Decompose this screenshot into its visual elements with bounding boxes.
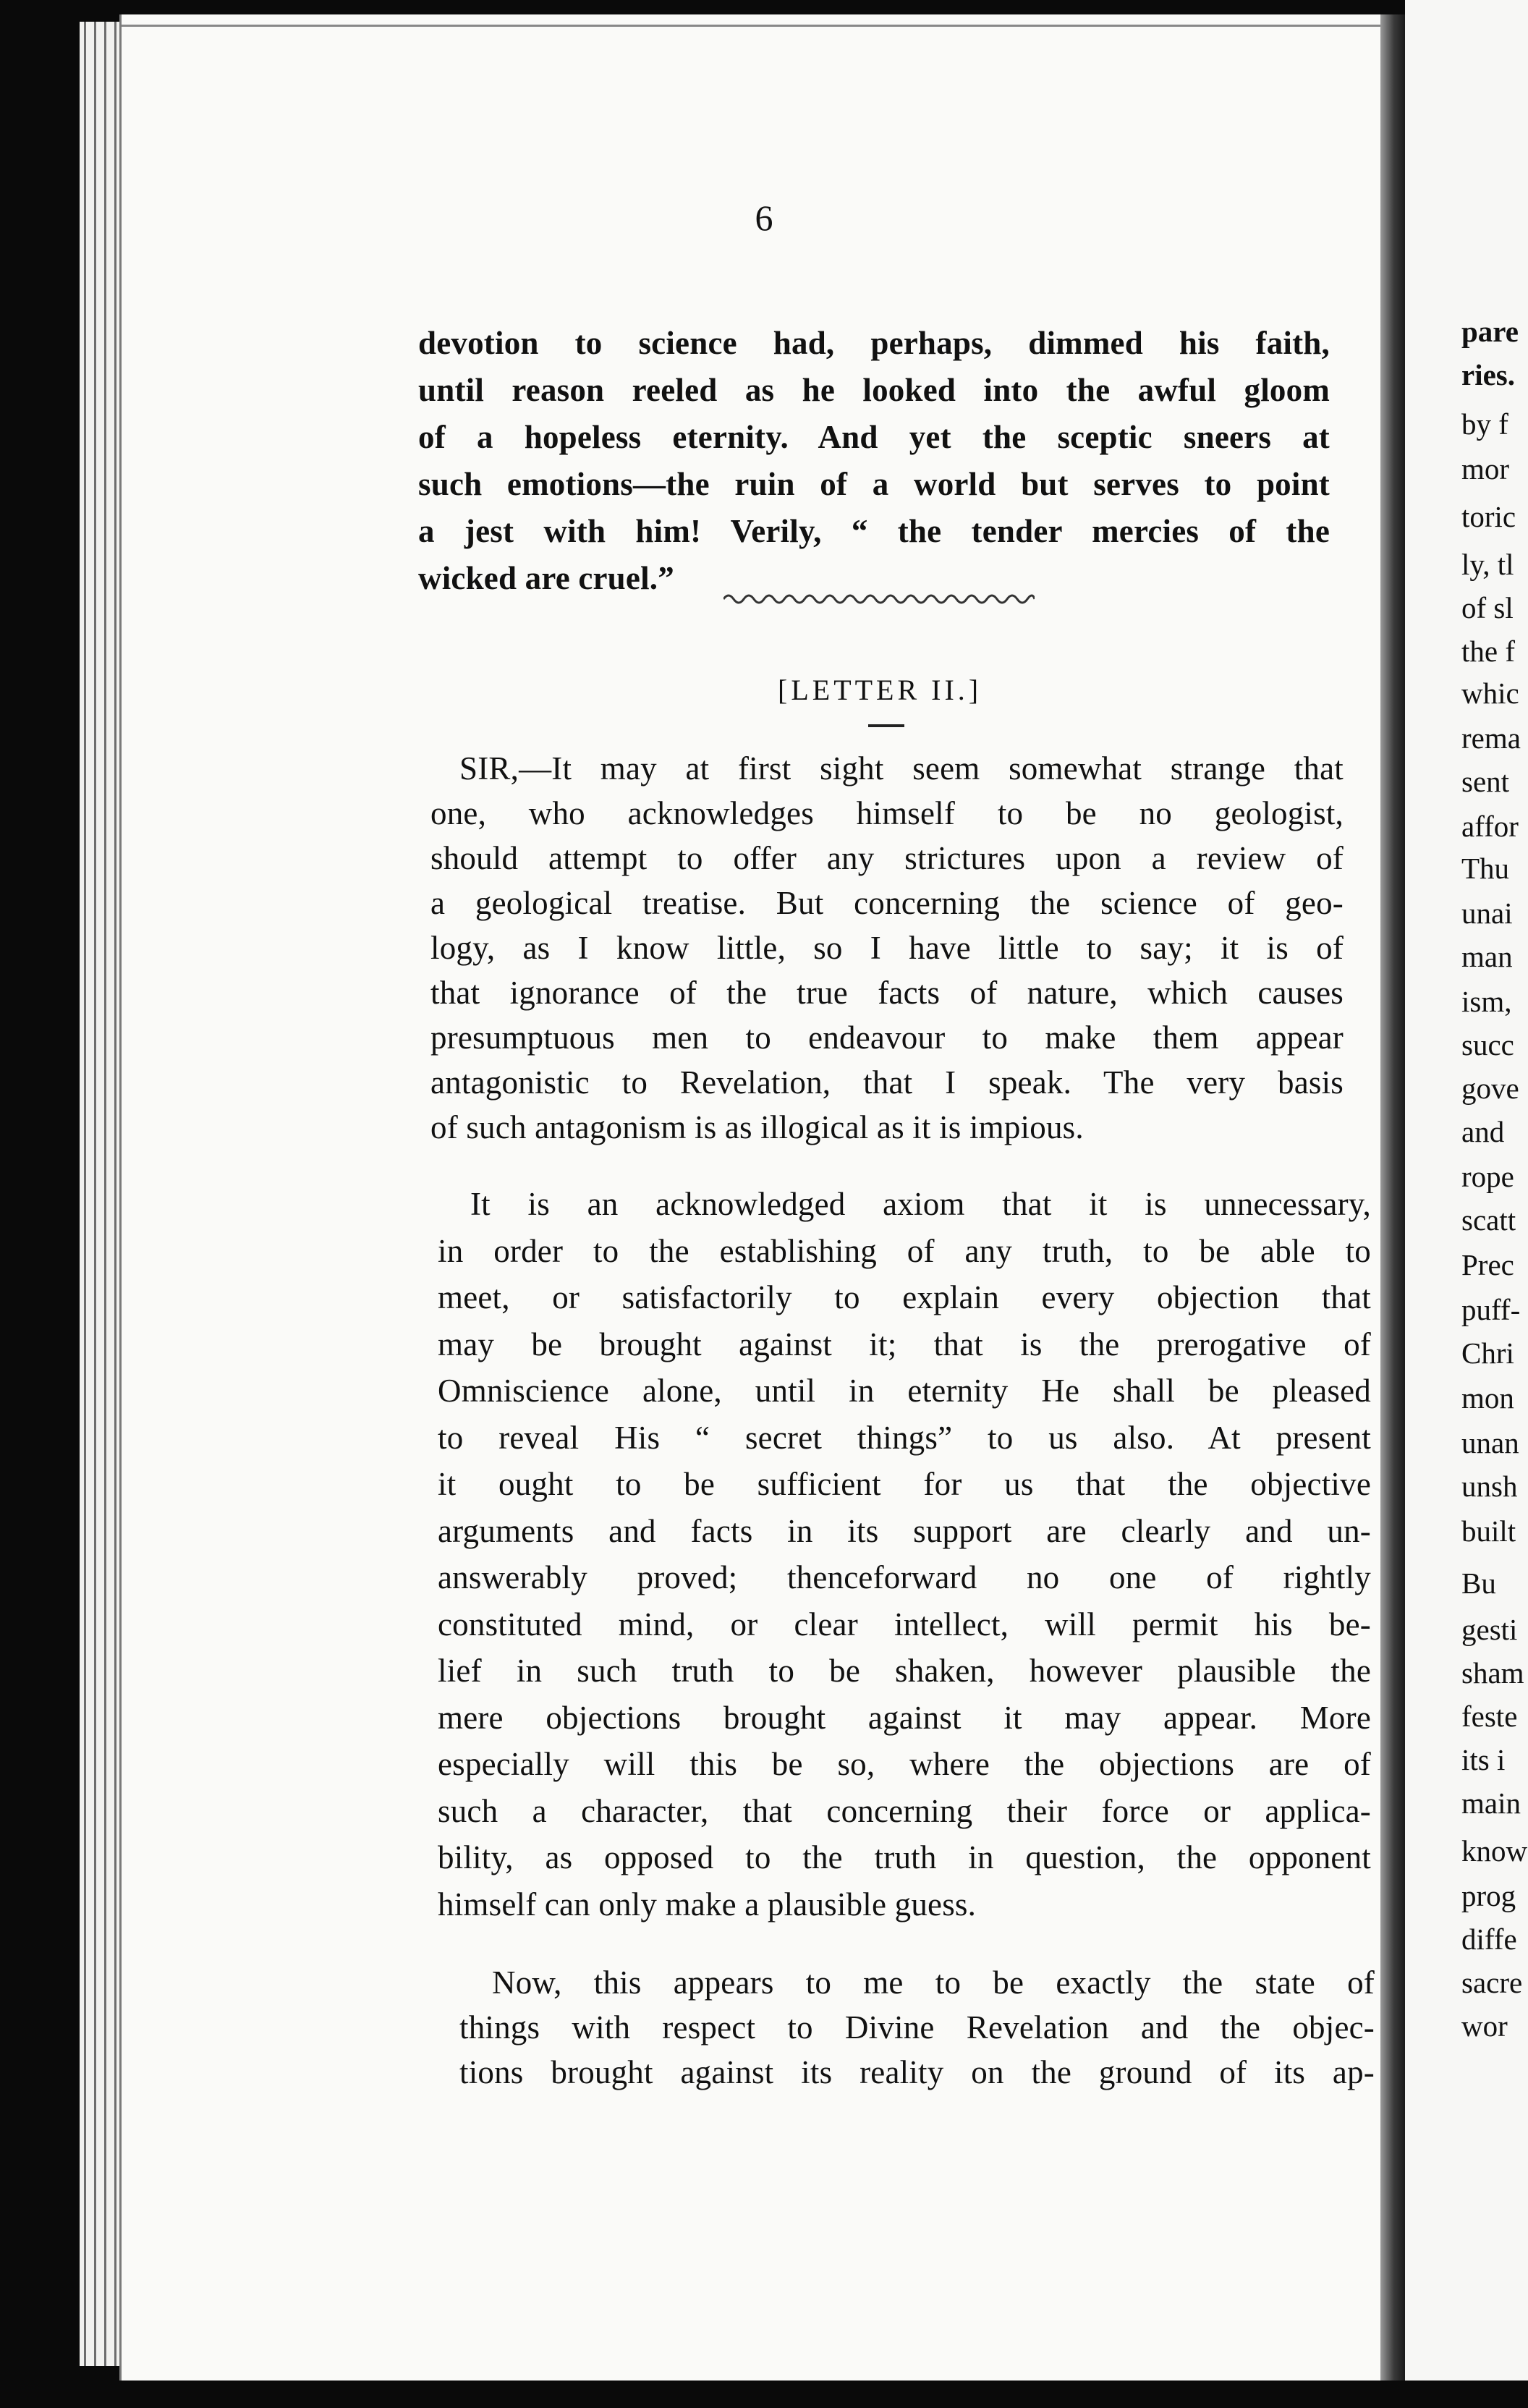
facing-page-fragment: gove (1461, 1072, 1519, 1105)
facing-page-fragment: rema (1461, 721, 1521, 755)
facing-page-fragment: whic (1461, 677, 1519, 710)
decorative-divider (723, 592, 1035, 606)
paragraph-4-line: Now, this appears to me to be exactly the state of (492, 1964, 1375, 2001)
facing-page-fragment: prog (1461, 1879, 1516, 1912)
facing-page-fragment: Thu (1461, 852, 1510, 885)
paragraph-2-line: antagonistic to Revelation, that I speak. The very basis (430, 1064, 1344, 1101)
paragraph-4-line: tions brought against its reality on the ground of its ap- (459, 2054, 1375, 2090)
facing-page-fragment: its i (1461, 1743, 1506, 1776)
facing-page-fragment: gesti (1461, 1613, 1518, 1646)
facing-page-fragment: man (1461, 940, 1513, 973)
facing-page-fragment: diffe (1461, 1922, 1517, 1956)
facing-page-fragment: unsh (1461, 1470, 1518, 1503)
paragraph-2-line: a geological treatise. But concerning the science of geo- (430, 885, 1344, 921)
paragraph-2-line: that ignorance of the true facts of nature, which causes (430, 975, 1344, 1011)
paragraph-1-line: of a hopeless eternity. And yet the sceptic sneers at (418, 419, 1330, 455)
paragraph-3-line: It is an acknowledged axiom that it is unnecessary, (470, 1186, 1371, 1222)
page-number: 6 (755, 198, 773, 238)
page-edges (80, 22, 123, 2366)
facing-page-fragment: Bu (1461, 1567, 1496, 1600)
paragraph-3-line: meet, or satisfactorily to explain every objection that (438, 1279, 1371, 1315)
facing-page-fragment: Prec (1461, 1248, 1514, 1281)
letter-heading: [LETTER II.] (778, 674, 982, 706)
facing-page-fragment: succ (1461, 1028, 1514, 1061)
facing-page-fragment: unan (1461, 1426, 1519, 1459)
paragraph-3-line: himself can only make a plausible guess. (438, 1886, 977, 1922)
paragraph-1-line: a jest with him! Verily, “ the tender mercies of the (418, 513, 1330, 549)
facing-page-fragment: pare (1461, 315, 1519, 348)
paragraph-3-line: especially will this be so, where the objections are of (438, 1746, 1371, 1782)
facing-page-fragment: sacre (1461, 1966, 1523, 1999)
facing-page-fragment: ries. (1461, 358, 1515, 391)
paragraph-3-line: arguments and facts in its support are clearly and un- (438, 1512, 1371, 1549)
page-top-edge (122, 25, 1388, 27)
facing-page (1405, 0, 1528, 2381)
heading-rule (868, 724, 904, 727)
paragraph-1-line: devotion to science had, perhaps, dimmed his faith, (418, 325, 1330, 361)
paragraph-3-line: mere objections brought against it may appear. More (438, 1699, 1371, 1736)
paragraph-3-line: answerably proved; thenceforward no one of rightly (438, 1559, 1371, 1595)
paragraph-1-line: wicked are cruel.” (418, 560, 674, 596)
paragraph-3-line: to reveal His “ secret things” to us also. At present (438, 1419, 1371, 1456)
paragraph-3-line: in order to the establishing of any truth, to be able to (438, 1232, 1371, 1269)
facing-page-fragment: sham (1461, 1656, 1524, 1690)
facing-page-fragment: toric (1461, 500, 1516, 533)
paragraph-4-line: things with respect to Divine Revelation and the objec- (459, 2009, 1375, 2045)
facing-page-fragment: ism, (1461, 985, 1512, 1018)
paragraph-3-line: it ought to be sufficient for us that the objective (438, 1466, 1371, 1502)
facing-page-fragment: sent (1461, 765, 1510, 798)
facing-page-fragment: rope (1461, 1160, 1514, 1193)
facing-page-fragment: Chri (1461, 1336, 1514, 1370)
paragraph-2-line: logy, as I know little, so I have little to say; it is of (430, 930, 1344, 966)
paragraph-3-line: such a character, that concerning their force or applica- (438, 1792, 1371, 1829)
facing-page-fragment: and (1461, 1115, 1505, 1148)
facing-page-fragment: scatt (1461, 1203, 1516, 1237)
paragraph-3-line: lief in such truth to be shaken, however plausible the (438, 1653, 1371, 1689)
paragraph-2-line: one, who acknowledges himself to be no geologist, (430, 795, 1344, 831)
paragraph-3-line: constituted mind, or clear intellect, will permit his be- (438, 1606, 1371, 1642)
facing-page-fragment: of sl (1461, 591, 1514, 624)
paragraph-3-line: may be brought against it; that is the prerogative of (438, 1326, 1371, 1362)
facing-page-fragment: ly, tl (1461, 548, 1514, 581)
paragraph-1-line: such emotions—the ruin of a world but serves to point (418, 466, 1330, 502)
facing-page-fragment: unai (1461, 896, 1513, 930)
paragraph-2-line: presumptuous men to endeavour to make them appear (430, 1019, 1344, 1056)
facing-page-fragment: affor (1461, 810, 1519, 843)
facing-page-fragment: main (1461, 1786, 1521, 1820)
paragraph-1-line: until reason reeled as he looked into the awful gloom (418, 372, 1330, 408)
paragraph-2-line: should attempt to offer any strictures upon a review of (430, 840, 1344, 876)
facing-page-fragment: know (1461, 1834, 1528, 1868)
facing-page-fragment: built (1461, 1514, 1516, 1548)
paragraph-2-line: SIR,—It may at first sight seem somewhat strange that (459, 750, 1344, 787)
facing-page-fragment: wor (1461, 2009, 1508, 2043)
facing-page-fragment: by f (1461, 407, 1508, 441)
facing-page-fragment: mon (1461, 1381, 1514, 1415)
paragraph-2-line: of such antagonism is as illogical as it is impious. (430, 1109, 1084, 1145)
facing-page-fragment: feste (1461, 1700, 1518, 1733)
paragraph-3-line: Omniscience alone, until in eternity He shall be pleased (438, 1373, 1371, 1409)
facing-page-fragment: puff- (1461, 1293, 1521, 1326)
facing-page-fragment: mor (1461, 452, 1510, 486)
book-gutter (1380, 14, 1405, 2381)
facing-page-fragment: the f (1461, 635, 1515, 668)
paragraph-3-line: bility, as opposed to the truth in question, the opponent (438, 1839, 1371, 1875)
